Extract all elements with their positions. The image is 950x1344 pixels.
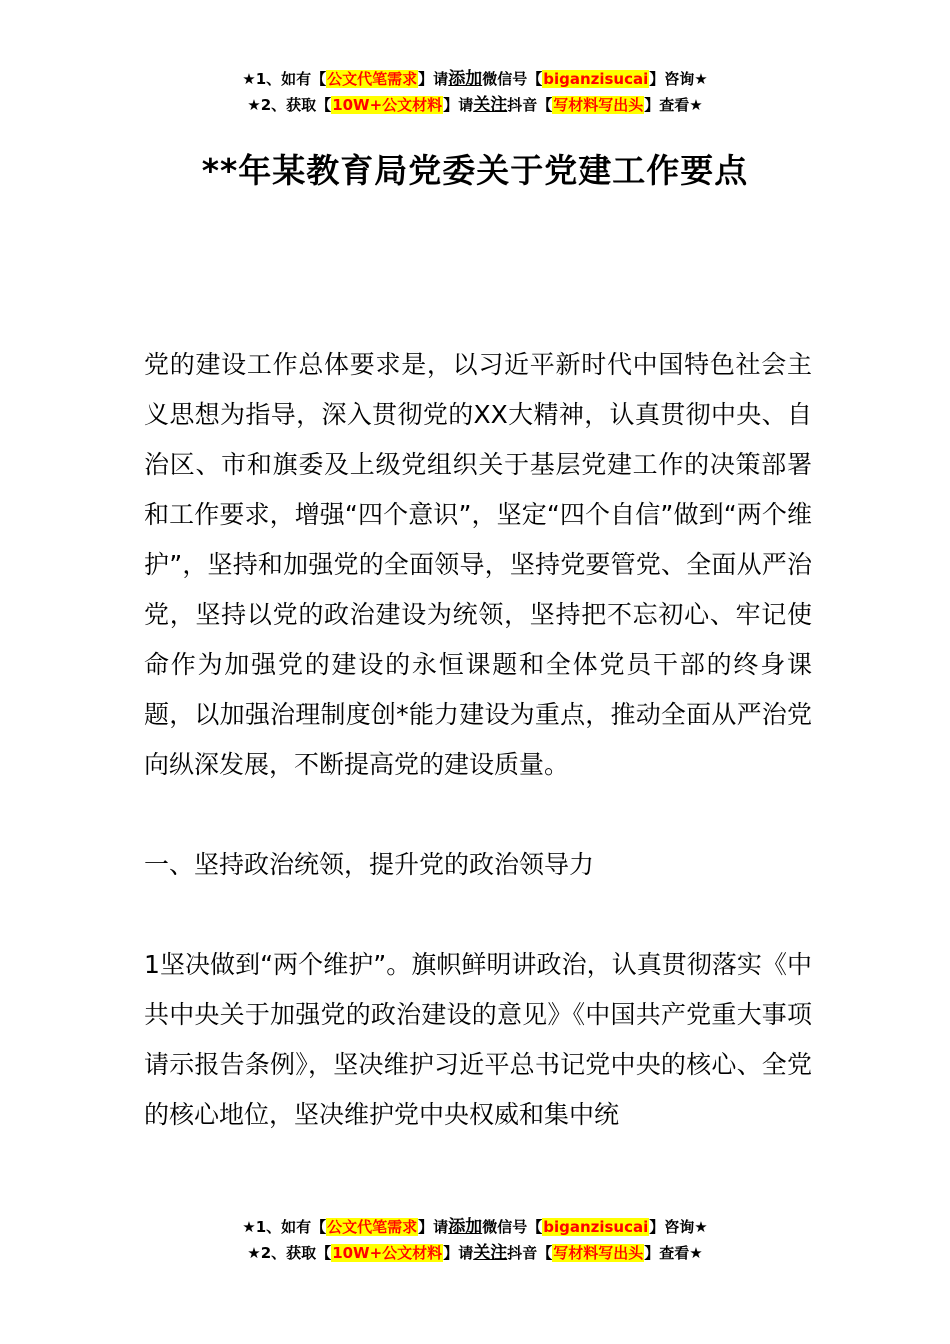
item-1-paragraph: 1坚决做到“两个维护”。旗帜鲜明讲政治，认真贯彻落实《中共中央关于加强党的政治建设的意见》《中国共产党重大事项请示报告条例》，坚决维护习近平总书记党中央的核心、全党的核心地位，坚决维护党中央权威和集中统 (144, 950, 812, 1129)
promo-line-2 (0, 92, 950, 118)
promo-line-2 (0, 1240, 950, 1266)
promo-highlight-wechat-id: biganzisucai (543, 1218, 649, 1236)
promo-line-1-suffix: 】咨询★ (649, 70, 708, 88)
promo-line-1-mid2: 微信号【 (482, 70, 543, 88)
promo-line-2-mid: 】请 (443, 1244, 474, 1262)
promo-highlight-writing-service: 公文代笔需求 (327, 70, 418, 88)
footer-promo-banner (0, 1214, 950, 1266)
promo-line-1-mid: 】请 (418, 70, 449, 88)
header-promo-banner (0, 66, 950, 118)
promo-line-2-mid2: 抖音【 (507, 1244, 553, 1262)
promo-highlight-wechat-id: biganzisucai (543, 70, 649, 88)
promo-highlight-materials: 10W+公文材料 (332, 1244, 443, 1262)
promo-line-1-prefix: ★1、如有【 (242, 1218, 327, 1236)
paragraph-spacer (144, 790, 812, 840)
promo-line-2-mid: 】请 (443, 96, 474, 114)
promo-highlight-writing-service: 公文代笔需求 (327, 1218, 418, 1236)
promo-line-1-prefix: ★1、如有【 (242, 70, 327, 88)
promo-line-1-mid2: 微信号【 (482, 1218, 543, 1236)
promo-line-2-suffix: 】查看★ (644, 96, 703, 114)
section-1-heading: 一、坚持政治统领，提升党的政治领导力 (144, 850, 595, 879)
intro-paragraph: 党的建设工作总体要求是，以习近平新时代中国特色社会主义思想为指导，深入贯彻党的XX大精神，认真贯彻中央、自治区、市和旗委及上级党组织关于基层党建工作的决策部署和工作要求，增强“四个意识”，坚定“四个自信”做到“两个维护”，坚持和加强党的全面领导，坚持党要管党、全面从严治党，坚持以党的政治建设为统领，坚持把不忘初心、牢记使命作为加强党的建设的永恒课题和全体党员干部的终身课题，以加强治理制度创*能力建设为重点，推动全面从严治党向纵深发展，不断提高党的建设质量。 (144, 350, 812, 779)
promo-emphasis-follow: 关注 (473, 1243, 508, 1263)
promo-line-2-mid2: 抖音【 (507, 96, 553, 114)
promo-emphasis-follow: 关注 (473, 95, 508, 115)
promo-emphasis-add: 添加 (448, 69, 483, 89)
promo-highlight-douyin-account: 写材料写出头 (553, 96, 644, 114)
promo-line-2-prefix: ★2、获取【 (247, 1244, 332, 1262)
document-title: **年某教育局党委关于党建工作要点 (201, 151, 749, 190)
promo-line-1 (0, 1214, 950, 1240)
promo-emphasis-add: 添加 (448, 1217, 483, 1237)
document-body (144, 340, 812, 1140)
paragraph-spacer (144, 890, 812, 940)
promo-line-2-suffix: 】查看★ (644, 1244, 703, 1262)
promo-highlight-douyin-account: 写材料写出头 (553, 1244, 644, 1262)
promo-line-2-prefix: ★2、获取【 (247, 96, 332, 114)
promo-line-1-suffix: 】咨询★ (649, 1218, 708, 1236)
promo-line-1 (0, 66, 950, 92)
promo-line-1-mid: 】请 (418, 1218, 449, 1236)
promo-highlight-materials: 10W+公文材料 (332, 96, 443, 114)
